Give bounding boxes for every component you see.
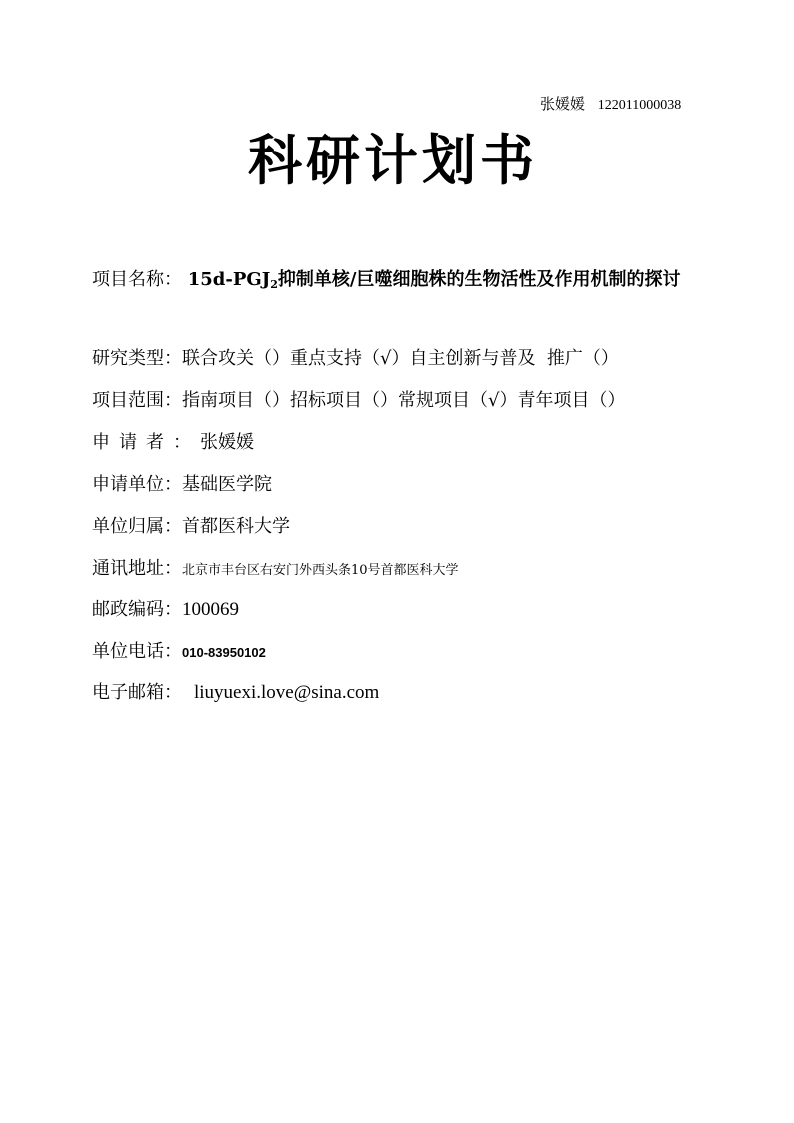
address-value: 北京市丰台区右安门外西头条10号首都医科大学 xyxy=(182,563,459,578)
author-name: 张媛媛 xyxy=(540,95,586,113)
project-name-label: 项目名称： xyxy=(92,269,182,290)
research-type-label: 研究类型： xyxy=(92,348,182,369)
email-label: 电子邮箱： xyxy=(92,682,182,703)
email-field xyxy=(92,680,379,706)
phone-value: 010-83950102 xyxy=(182,645,266,660)
unit-field xyxy=(92,472,272,498)
phone-label: 单位电话： xyxy=(92,641,182,662)
postcode-field xyxy=(92,597,239,623)
author-line xyxy=(540,93,681,114)
unit-label: 申请单位： xyxy=(92,474,182,495)
research-type-field xyxy=(92,346,619,372)
address-label: 通讯地址： xyxy=(92,558,182,579)
affiliation-value: 首都医科大学 xyxy=(182,516,290,537)
author-id: 122011000038 xyxy=(597,98,682,113)
research-type-value: 联合攻关（）重点支持（√）自主创新与普及 推广（） xyxy=(182,348,619,369)
project-name-prefix: 15d-PGJ xyxy=(187,269,271,290)
scope-field xyxy=(92,388,625,414)
unit-value: 基础医学院 xyxy=(182,474,272,495)
scope-value: 指南项目（）招标项目（）常规项目（√）青年项目（） xyxy=(182,390,626,411)
project-name-suffix: 抑制单核/巨噬细胞株的生物活性及作用机制的探讨 xyxy=(277,269,681,290)
applicant-value: 张媛媛 xyxy=(200,432,254,453)
email-value: liuyuexi.love@sina.com xyxy=(194,682,380,703)
applicant-label: 申请者： xyxy=(92,432,200,453)
postcode-value: 100069 xyxy=(182,599,239,620)
project-name-value xyxy=(188,269,681,290)
project-name-subscript: 2 xyxy=(270,278,278,291)
project-name-field xyxy=(92,258,742,307)
phone-field xyxy=(92,639,266,666)
affiliation-field xyxy=(92,514,290,540)
applicant-field xyxy=(92,430,254,456)
scope-label: 项目范围： xyxy=(92,390,182,411)
address-field xyxy=(92,556,459,584)
postcode-label: 邮政编码： xyxy=(92,599,182,620)
affiliation-label: 单位归属： xyxy=(92,516,182,537)
document-title: 科研计划书 xyxy=(248,128,538,192)
